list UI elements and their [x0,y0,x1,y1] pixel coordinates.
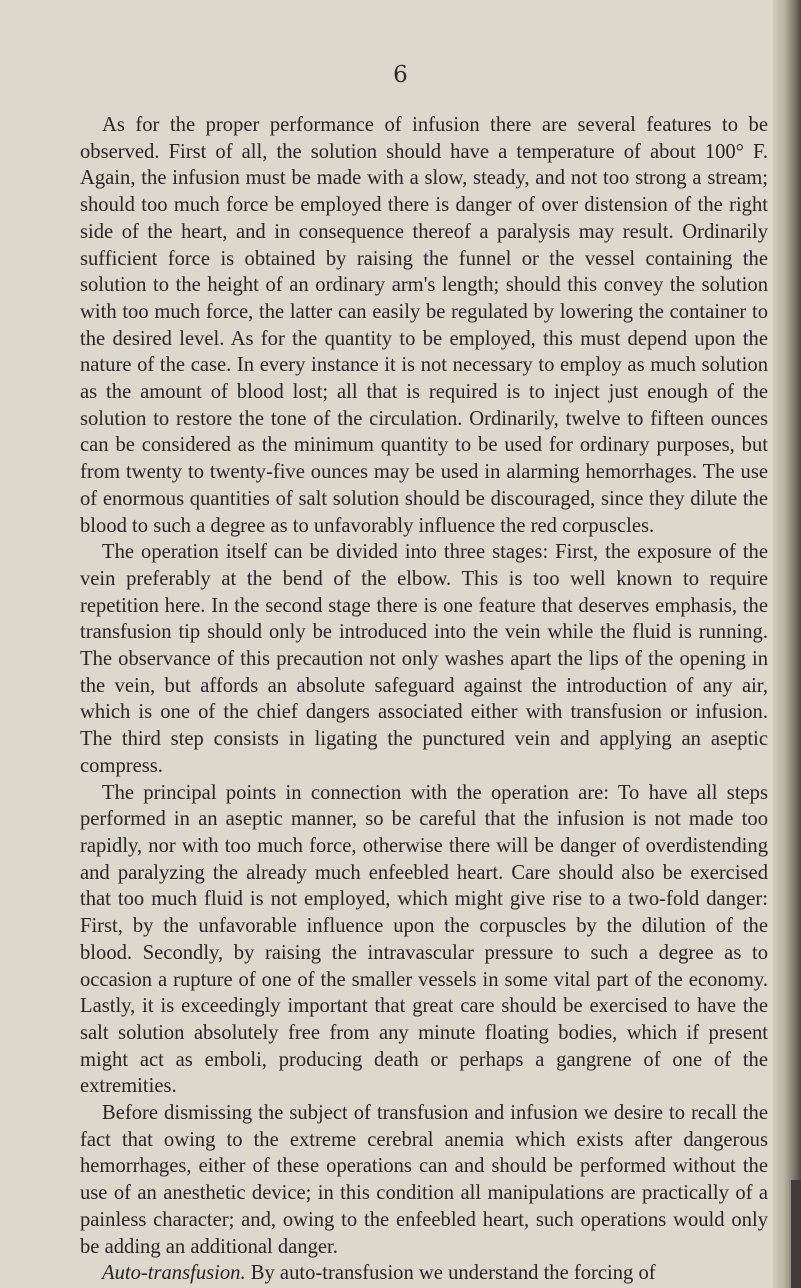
page-edge-shadow [773,0,801,1288]
page-edge-dark [791,1180,801,1288]
paragraph-principal-points: The principal points in connection with the operation are: To have all steps performed in an aseptic manner, so be careful that the infusion is not made too rapidly, nor with too much force, otherwise there will be danger of overdistending and paralyzing the already much enfeebled heart. Care should also be exercised that too much fluid is not employed, which might give rise to a two-fold danger: First, by the unfavorable influence upon the corpuscles by the dilution of the blood. Secondly, by raising the intravascular pressure to such a degree as to occasion a rupture of one of the smaller vessels in some vital part of the economy. Lastly, it is exceedingly important that great care should be exercised to have the salt solution absolutely free from any minute floating bodies, which if present might act as emboli, producing death or perhaps a gangrene of one of the extremities. [80,781,768,1098]
page-number: 6 [393,62,408,88]
paragraph-infusion-features: As for the proper performance of infusion there are several features to be observed. First of all, the solution should have a temperature of about 100° F. Again, the infusion must be made with a slow, steady, and not too strong a stream; should too much force be employed there is danger of over distension of the right side of the heart, and in consequence thereof a paralysis may result. Ordinarily sufficient force is obtained by raising the funnel or the vessel containing the solution to the height of an ordinary arm's length; should this convey the solution with too much force, the latter can easily be regulated by lowering the container to the desired level. As for the quantity to be employed, this must depend upon the nature of the case. In every instance it is not necessary to employ as much solution as the amount of blood lost; all that is required is to inject just enough of the solution to restore the tone of the circulation. Ordinarily, twelve to fifteen ounces can be considered as the minimum quantity to be used for ordinary purposes, but from twenty to twenty-five ounces may be used in alarming hemorrhages. The use of enormous quantities of salt solution should be discouraged, since they dilute the blood to such a degree as to unfavorably influence the red corpuscles. [80,114,768,537]
auto-transfusion-text: By auto-transfusion we understand the forcing of [250,1262,656,1285]
body-text [80,112,768,1287]
auto-transfusion-heading: Auto-transfusion. [102,1262,246,1285]
paragraph-auto-transfusion [80,1260,768,1287]
paragraph-anesthetic: Before dismissing the subject of transfusion and infusion we desire to recall the fact that owing to the extreme cerebral anemia which exists after dangerous hemorrhages, either of these operations can and should be performed without the use of an anesthetic device; in this condition all manipulations are practically of a painless character; and, owing to the enfeebled heart, such operations would only be adding an additional danger. [80,1102,768,1258]
paragraph-operation-stages: The operation itself can be divided into three stages: First, the exposure of the vein preferably at the bend of the elbow. This is too well known to require repetition here. In the second stage there is one feature that deserves emphasis, the transfusion tip should only be introduced into the vein while the fluid is running. The observance of this precaution not only washes apart the lips of the opening in the vein, but affords an absolute safeguard against the introduction of any air, which is one of the chief dangers associated either with transfusion or infusion. The third step consists in ligating the punctured vein and applying an aseptic compress. [80,541,768,777]
